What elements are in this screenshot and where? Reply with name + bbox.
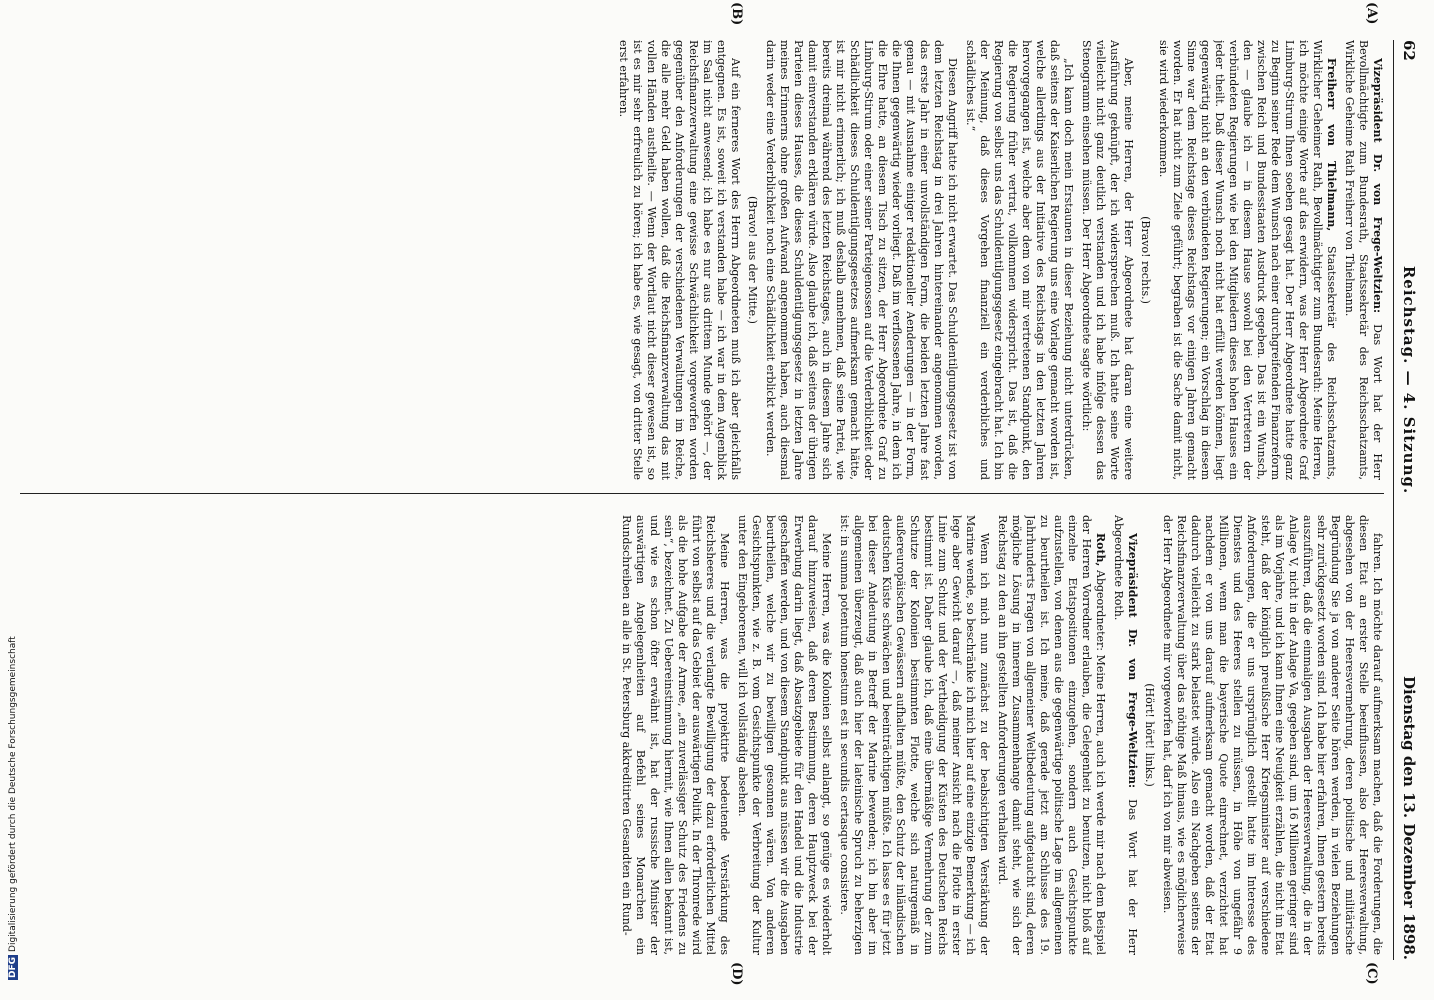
paragraph-text: Wenn ich mich nun zunächst zu der beabsichtigten Verstärkung der Marine wende, so beschränke ich mich hier auf eine einzige Bemerkung — ich lege aber Gewicht darauf —, daß meiner Ansicht nach die Flotte in erster Linie zum Schutz und der Vertheidigung der Küsten des Deutschen Reichs bestimmt ist. Daher glaube ich, daß eine übermäßige Vermehrung der zum Schutze der Kolonien bestimmten Flotte, welche sich naturgemäß in außereuropäischen Gewässern aufhalten müßte, den Schutz der inländischen deutschen Küste schwächen und beeinträchtigen müßte. Ich lasse es für jetzt bei dieser Andeutung in Betreff der Marine bewenden; ich bin aber im allgemeinen überzeugt, daß auch hier der lateinische Spruch zu beherzigen ist: in summa potentum honestum est in secundis certasque consistere. <box>838 515 991 955</box>
left-text-column <box>20 40 1384 480</box>
paragraph-text: Auf ein ferneres Wort des Herrn Abgeordneten muß ich aber gleichfalls entgegnen. Es ist, soweit ich verstanden habe — ich war in dem Augenblick im Saal nicht anwesend; ich habe es nur aus drittem Munde gehört —, der Reichsfinanzverwaltung eine gewisse Schwächlichkeit vorgeworfen worden gegenüber den Anforderungen der verschiedenen Verwaltungen im Reiche, die alle mehr Geld haben wollen, daß die Reichsfinanzverwaltung das mit vollen Händen austheilte. — Wenn der Wortlaut nicht dieser gewesen ist, so ist es mir sehr erfreulich zu hören; ich habe es, wie gesagt, von dritter Stelle erst erfahren. <box>617 40 742 480</box>
speaker-name: Roth, <box>1094 533 1107 567</box>
speaker-name: Vizepräsident Dr. von Frege-Weltzien: <box>1126 533 1139 789</box>
interjection <box>746 40 759 480</box>
paragraph <box>1342 40 1384 480</box>
paragraph-text: Diesen Angriff hatte ich nicht erwartet. Das Schuldentilgungsgesetz ist von dem letzten Reichstag in drei Jahren hintereinander angenommen worden, das erste Jahr in einer unvollständigen Form, die beiden letzten Jahre fast genau — mit Ausnahme einiger redaktioneller Aenderungen — in der Form, die Ihnen gegenwärtig wieder vorliegt. Daß im verflossenen Jahre, in dem ich die Ehre hatte, an diesem Tisch zu sitzen, der Herr Abgeordnete Graf zu Limburg-Stirum oder einer seiner Parteigenossen auf die Verderblichkeit oder Schädlichkeit dieses Schuldentilgungsgesetzes aufmerksam gemacht hätte, ist mir nicht erinnerlich; ich muß deshalb annehmen, daß seine Partei, wie bereits dreimal während des letzten Reichstages, auch in diesem Jahre sich damit einverstanden erklären würde. Also glaube ich, daß seitens der übrigen Parteien dieses Hauses, die dieses Schuldentilgungsgesetz in letzten Jahre meines Erinnerns ohne großen Aufwand angenommen haben, auch diesmal darin weder eine Verderblichkeit noch eine Schädlichkeit erblickt werden. <box>764 40 959 480</box>
column-divider <box>20 493 1384 494</box>
paragraph <box>963 40 1075 480</box>
margin-marker-d: (D) <box>729 962 744 986</box>
margin-marker-c: (C) <box>1364 962 1379 985</box>
paragraph-text: Meine Herren, was die projektirte bedeutende Verstärkung des Reichsheeres und die verlangte Bewilligung der dazu erforderlichen Mittel führt von selbst auf das Gebiet der auswärtigen Politik. In der Thronrede wird als die hohe Aufgabe der Armee, „ein zuverlässiger Schutz des Friedens zu sein“, bezeichnet. Zu Uebereinstimmung hiermit, wie Ihnen allen bekannt ist, und wie es schon öfter erwähnt ist, hat der russische Minister der auswärtigen Angelegenheiten auf Befehl seines Monarchen ein Rundschreiben an alle in St. Petersburg akkreditirten Gesandten ein Rund- <box>620 515 731 955</box>
right-text-column <box>20 515 1384 955</box>
paragraph-text: (Bravo! aus der Mitte.) <box>746 196 759 324</box>
paragraph <box>616 40 742 480</box>
header-date: Dienstag den 13. Dezember 1898. <box>1400 675 1418 960</box>
page-header <box>1393 40 1424 960</box>
interjection <box>1143 515 1156 955</box>
dfg-logo: DFG <box>8 956 18 978</box>
digitization-footer <box>8 636 18 980</box>
paragraph <box>1111 515 1139 955</box>
footer-text: Digitalisierung gefördert durch die Deutsche Forschungsgemeinschaft <box>8 636 18 952</box>
paragraph-text: Das Wort hat der Herr Bevollmächtigte zum Bundesrath, Staatssekretär des Reichsschatzamts, Wirkliche Geheime Rath Freiherr von Thielmann. <box>1343 40 1384 480</box>
header-title: Reichstag. — 4. Sitzung. <box>1400 265 1418 495</box>
paragraph-text: „Ich kann doch mein Erstaunen in dieser Beziehung nicht unterdrücken, daß seitens der Kaiserlichen Regierung uns eine Vorlage gemacht worden ist, welche allerdings aus der Initiative des Reichstags in den letzten Jahren hervorgegangen ist, welche aber dem von mir vertretenen Standpunkt, den die Regierung früher vertrat, vollkommen widerspricht. Das ist, daß die Regierung von selbst uns das Schuldentilgungsgesetz eingebracht hat. Ich bin der Meinung, daß dieses Vorgehen finanziell ein verderbliches und schädliches ist.“ <box>964 40 1075 480</box>
interjection <box>1139 40 1152 480</box>
paragraph-text: fahren. Ich möchte darauf aufmerksam machen, daß die Forderungen, die diesen Etat an erster Stelle beeinflussen, also der Heeresverwaltung, abgesehen von der Heeresvermehrung, deren politische und militärische Begründung Sie ja von anderer Seite hören werden, in vielen Beziehungen sehr zurückgesetzt worden sind. Ich habe hier erfahren, Ihnen gestern bereits auszuführen, daß die einmaligen Ausgaben der Heeresverwaltung, die in der Anlage V, nicht in der Anlage Va, gegeben sind, um 16 Millionen geringer sind als im Vorjahre, und ich kann Ihnen eine Neuigkeit erzählen, die nicht im Etat steht, daß der königlich preußische Herr Kriegsminister auf verschiedene Anforderungen, die er uns ursprünglich gestellt hatte im Interesse des Dienstes und des Heeres stellen zu müssen, in Höhe von ungefähr 9 Millionen, wenn man die bayerische Quote einrechnet, verzichtet hat nachdem er von uns darauf aufmerksam gemacht worden, daß der Etat dadurch vielleicht zu stark belastet würde. Also ein Nachgeben seitens der Reichsfinanzverwaltung über das nöthige Maß hinaus, wie es möglicherweise der Herr Abgeordnete mir vorgeworfen hat, darf ich von mir abweisen. <box>1161 515 1384 955</box>
paragraph-text: Abgeordneter: Meine Herren, auch ich werde mir nach dem Beispiel der Herren Vorredner erlauben, die Gelegenheit zu benutzen, nicht bloß auf einzelne Etatspositionen einzugehen, sondern auch Gesichtspunkte aufzustellen, von denen aus die gegenwärtige politische Lage im allgemeinen zu beurtheilen ist. Ich meine, daß gerade jetzt am Schlusse des 19. Jahrhunderts Fragen von allgemeiner Weltbedeutung aufgetaucht sind, deren mögliche Lösung in innerem Zusammenhange damit steht, wie sich der Reichstag zu den an ihn gestellten Anforderungen verhalten wird. <box>996 515 1107 955</box>
paragraph-text: Aber, meine Herren, der Herr Abgeordnete hat daran eine weitere Ausführung geknüpft, der ich widersprechen muß. Ich hatte seine Worte vielleicht nicht ganz deutlich verstanden und ich habe infolge dessen das Stenogramm einsehen müssen. Der Herr Abgeordnete sagte wörtlich: <box>1080 40 1135 480</box>
paragraph-text: Das Wort hat der Herr Abgeordnete Roth. <box>1112 515 1139 955</box>
paragraph <box>763 40 959 480</box>
paragraph <box>619 515 731 955</box>
paragraph-text: (Hört! hört! links.) <box>1143 683 1156 787</box>
paragraph <box>1079 40 1135 480</box>
paragraph <box>1156 40 1338 480</box>
speaker-name: Freiherr von Thielmann, <box>1325 58 1338 232</box>
speaker-name: Vizepräsident Dr. von Frege-Weltzien: <box>1371 58 1384 314</box>
paragraph <box>1160 515 1384 955</box>
margin-marker-b: (B) <box>729 2 744 26</box>
paragraph <box>837 515 991 955</box>
paragraph-text: (Bravo! rechts.) <box>1139 216 1152 304</box>
paragraph-text: Staatssekretär des Reichsschatzamts, Wirklicher Geheimer Rath, Bevollmächtigter zum Bundesrath: Meine Herren, ich möchte einige Worte auf das erwidern, was der Herr Abgeordnete Graf Limburg-Stirum Ihnen soeben gesagt hat. Der Herr Abgeordnete hatte ganz zu Beginn seiner Rede dem Wunsch nach einer durchgreifenden Finanzreform zwischen Reich und Bundesstaaten Ausdruck gegeben. Das ist ein Wunsch, den — glaube ich — in diesem Hause sowohl bei den Vertretern der verbündeten Regierungen wie bei den Mitgliedern dieses hohen Hauses ein jeder theilt. Daß dieser Wunsch noch nicht hat erfüllt werden können, liegt gegenwärtig nicht an den verbündeten Regierungen; ein Vorschlag in diesem Sinne war dem Reichstage dieses Reichstags vor einigen Jahren gemacht worden. Er hat nicht zum Ziele geführt; begraben ist die Sache damit nicht, sie wird wiederkommen. <box>1157 40 1338 480</box>
paragraph <box>995 515 1107 955</box>
paragraph-text: Meine Herren, was die Kolonien selbst anlangt, so genüge es wiederholt darauf hinzuweisen, daß deren Bestimmung, deren Hauptzweck bei der Erwerbung darin liegt, daß Absatzgebiete für den Handel und die Industrie geschaffen werden, und von diesem Standpunkt aus müssen wir die Ausgaben beurtheilen, welche wir zu bewilligen gesonnen wären. Von anderen Gesichtspunkten, wie z. B. vom Gesichtspunkte der Verbreitung der Kultur unter den Eingeborenen, will ich vollständig absehen. <box>736 515 833 955</box>
margin-marker-a: (A) <box>1364 2 1379 25</box>
paragraph <box>735 515 833 955</box>
page-number: 62 <box>1400 40 1418 61</box>
